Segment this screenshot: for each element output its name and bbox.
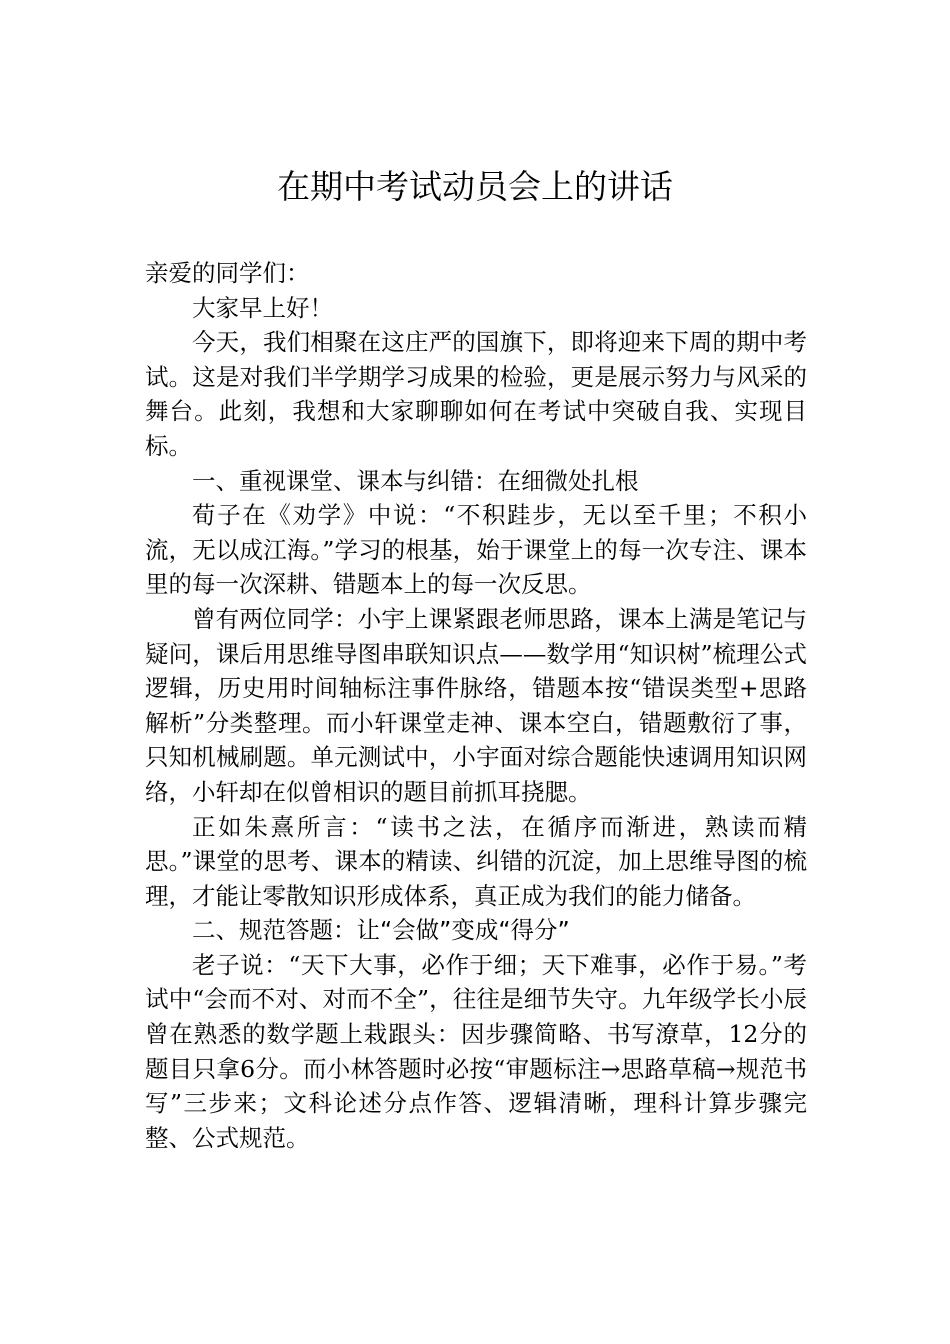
body-paragraph: 正如朱熹所言：“读书之法，在循序而渐进，熟读而精思。”课堂的思考、课本的精读、纠错的沉淀，加上思维导图的梳理，才能让零散知识形成体系，真正成为我们的能力储备。 (145, 812, 807, 910)
body-paragraph: 老子说：“天下大事，必作于细；天下难事，必作于易。”考试中“会而不对、对而不全”，往往是细节失守。九年级学长小辰曾在熟悉的数学题上栽跟头：因步骤简略、书写潦草，12分的题目只拿6分。而小林答题时必按“审题标注→思路草稿→规范书写”三步来；文科论述分点作答、逻辑清晰，理科计算步骤完整、公式规范。 (145, 950, 807, 1152)
intro-paragraph: 今天，我们相聚在这庄严的国旗下，即将迎来下周的期中考试。这是对我们半学期学习成果的检验，更是展示努力与风采的舞台。此刻，我想和大家聊聊如何在考试中突破自我、实现目标。 (145, 328, 807, 460)
salutation: 亲爱的同学们： (145, 259, 310, 287)
document-title: 在期中考试动员会上的讲话 (277, 167, 673, 206)
body-paragraph: 曾有两位同学：小宇上课紧跟老师思路，课本上满是笔记与疑问，课后用思维导图串联知识点——数学用“知识树”梳理公式逻辑，历史用时间轴标注事件脉络，错题本按“错误类型+思路解析”分类整理。而小轩课堂走神、课本空白，错题敷衍了事，只知机械刷题。单元测试中，小宇面对综合题能快速调用知识网络，小轩却在似曾相识的题目前抓耳挠腮。 (145, 604, 807, 806)
document-body (145, 256, 807, 1155)
greeting-paragraph: 大家早上好！ (192, 293, 333, 322)
section-heading-1: 一、重视课堂、课本与纠错：在细微处扎根 (192, 466, 639, 495)
body-paragraph: 荀子在《劝学》中说：“不积跬步，无以至千里；不积小流，无以成江海。”学习的根基，始于课堂上的每一次专注、课本里的每一次深耕、错题本上的每一次反思。 (145, 501, 807, 599)
section-heading-2: 二、规范答题：让“会做”变成“得分” (192, 916, 570, 945)
